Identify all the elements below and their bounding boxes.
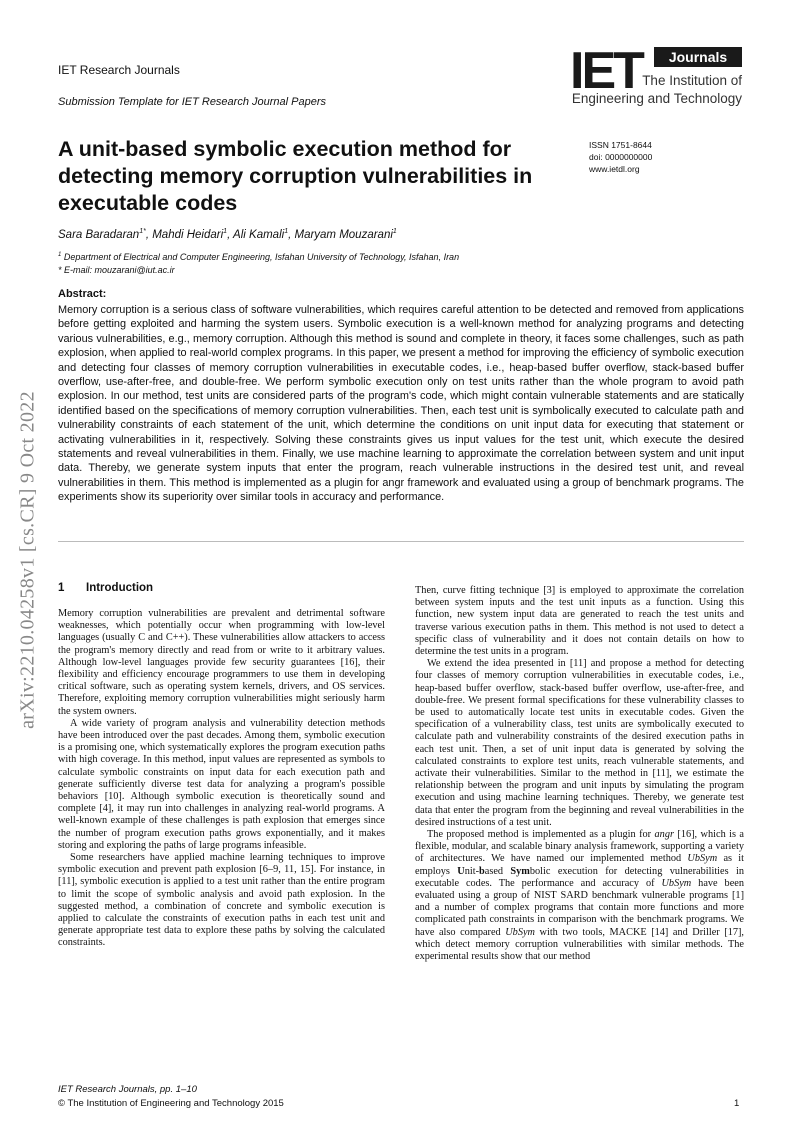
affiliation-block	[58, 249, 459, 277]
website-url: www.ietdl.org	[589, 164, 640, 174]
template-subtitle: Submission Template for IET Research Journal Papers	[58, 96, 326, 108]
affiliation-text: Department of Electrical and Computer Engineering, Isfahan University of Technology, Isfahan, Iran	[63, 252, 460, 262]
iet-logo	[570, 42, 742, 113]
section-heading	[58, 582, 153, 594]
paragraph: Some researchers have applied machine learning techniques to improve symbolic execution and prevent path explosion [6–9, 11, 15]. For instance, in [11], symbolic execution is applied to a test unit rather than the entire program to limit the scope of symbolic analysis and avoid path explosion. In the suggested method, a combination of concrete and symbolic execution is applied to calculate the constraints of execution paths in each test unit and generate appropriate test data to explore these paths by solving the calculated constraints.	[58, 852, 385, 949]
issn: ISSN 1751-8644	[589, 140, 652, 150]
logo-line-1: The Institution of	[642, 73, 742, 88]
author-name: Ali Kamali	[233, 228, 285, 241]
divider	[58, 541, 744, 542]
paragraph: Then, curve fitting technique [3] is employed to approximate the correlation between system inputs and the test unit inputs as a function. Using this function, new system input data are generated to reach the test units and traverse various execution paths in them. This method is not used to detect a specific class of vulnerability and it does not contain details on how to determine the test units in a program.	[415, 585, 744, 658]
affiliation	[58, 249, 459, 264]
logo-mark: IET	[570, 42, 642, 100]
author-name: Maryam Mouzarani	[294, 228, 393, 241]
contact-email: * E-mail: mouzarani@iut.ac.ir	[58, 265, 175, 275]
paper-meta	[589, 139, 652, 175]
author-affil-mark: 1	[223, 228, 228, 235]
abstract-text: Memory corruption is a serious class of software vulnerabilities, which requires careful attention to be detected and removed from applications before getting exploited and harming the system users. Symbolic execution is a well-known method for analyzing programs and detecting various vulnerabilities, e.g., memory corruption. Although this method is sound and complete in theory, it faces some challenges, such as path explosion, when applied to real-world complex programs. In this paper, we present a method for improving the efficiency of symbolic execution and detecting four classes of memory corruption vulnerabilities in executable codes, i.e., heap-based buffer overflow, stack-based buffer overflow, use-after-free, and double-free. We perform symbolic execution only on test units rather than the whole program to avoid path explosion. In our method, test units are considered parts of the program's code, which might contain vulnerable statements and are statically identified based on the specifications of memory corruption vulnerabilities. Then, each test unit is symbolically executed to calculate path and vulnerability constraints of each statement of the unit, which determine the conditions on unit input data for executing that statement or activating vulnerabilities in it, respectively. Solving these constraints gives us input values for the test unit, which execute the desired statements and reveal vulnerabilities in them. Finally, we use machine learning to approximate the correlation between system and unit input data. Thereby, we generate system inputs that enter the program, reach vulnerable instructions in the desired test unit, and reveal vulnerabilities in them. This method is implemented as a plugin for angr framework and evaluated using a group of benchmark programs. The experiments show its superiority over similar tools in accuracy and performance.	[58, 304, 744, 504]
paragraph: The proposed method is implemented as a plugin for angr [16], which is a flexible, modular, and scalable binary analysis framework, supporting a variety of architectures. We have named our implemented method UbSym as it employs Unit-based Symbolic execution for detecting vulnerabilities in executable codes. The performance and accuracy of UbSym have been evaluated using a group of NIST SARD benchmark vulnerable programs [1] and a number of complex programs that contain more functions and more complicated path constraints in comparison with the benchmark programs. We have also compared UbSym with two tools, MACKE [14] and Driller [17], which detect memory corruption vulnerabilities with similar methods. The experimental results show that our method	[415, 829, 745, 963]
tool-name: UbSym	[505, 926, 535, 938]
paragraph: We extend the idea presented in [11] and propose a method for detecting four classes of memory corruption vulnerabilities in executable codes, i.e., heap-based buffer overflow, stack-based buffer overflow, use-after-free, and double-free. We present formal specifications for these vulnerability classes to be used to automatically locate test units in executable codes. Given the specification of a vulnerability class, test units are symbolically executed to calculate path and vulnerability constraints of the desired execution paths in each test unit. Then, a set of unit input data is generated by solving the calculated constraints to explore test units, reach vulnerable statements, and activate their vulnerabilities. Similar to the method in [11], we estimate the relationship between the program and unit inputs by simulating the program execution and using machine learning techniques. Thereby, we generate test data that enter the program from the beginning and reveal vulnerabilities in the desired instructions of a test unit.	[415, 658, 744, 828]
section-number: 1	[58, 582, 65, 594]
author-affil-mark: 1*	[139, 228, 146, 235]
paragraph: Memory corruption vulnerabilities are prevalent and detrimental software weaknesses, which potentially occur when programming with low-level languages (usually C and C++). These vulnerabilities allow attackers to access the program's memory directly and read from or write to it arbitrary values. Although low-level languages provide few security guarantees [16], their flexibility and efficiency encourage programmers to use them in developing critical software, such as operating system kernels, drivers, and OS services. Therefore, exploiting memory corruption vulnerabilities might seriously harm the system owners.	[58, 608, 385, 717]
footer-journal-pages: IET Research Journals, pp. 1–10	[58, 1084, 197, 1095]
body-column-right	[415, 585, 744, 963]
logo-line-2: Engineering and Technology	[571, 91, 742, 106]
paper-title: A unit-based symbolic execution method for detecting memory corruption vulnerabilities in executable codes	[58, 137, 533, 215]
tool-name: angr	[654, 829, 674, 841]
logo-badge: Journals	[654, 47, 742, 67]
paragraph: A wide variety of program analysis and vulnerability detection methods have been introduced over the past decades. Among them, symbolic execution is a promising one, which systematically explores the program execution paths with high coverage. In this method, input values are represented as symbols to calculate symbolic constraints on input data for each execution path and generate sufficiently diverse test data for analyzing a program's possible behaviors [10]. Although symbolic execution is theoretically sound and complete [4], it may run into challenges in analyzing real-world programs. A well-known example of these challenges is path explosion that emerges since the number of program execution paths grows exponentially, and it makes storing and exploring the paths of large programs infeasible.	[58, 717, 385, 851]
author-affil-mark: 1	[284, 228, 289, 235]
abstract-heading: Abstract:	[58, 288, 107, 300]
tool-name: UbSym	[661, 877, 692, 889]
body-column-left	[58, 608, 385, 950]
doi: doi: 0000000000	[589, 152, 653, 162]
section-title: Introduction	[86, 582, 154, 594]
tool-name: UbSym	[687, 853, 718, 865]
affiliation-mark: 1	[58, 252, 62, 258]
author-affil-mark: 1	[392, 228, 397, 235]
page-number: 1	[734, 1098, 740, 1109]
author-list: Sara Baradaran$^{1*}$, Mahdi Heidari$^1$, Ali Kamali$^1$, Maryam Mouzarani$^1$	[58, 228, 397, 241]
arxiv-identifier: arXiv:2210.04258v1 [cs.CR] 9 Oct 2022	[16, 391, 39, 729]
journal-name: IET Research Journals	[58, 63, 180, 77]
author-name: Mahdi Heidari	[152, 228, 224, 241]
arxiv-sidebar	[4, 360, 52, 760]
footer-copyright: © The Institution of Engineering and Technology 2015	[58, 1098, 284, 1109]
author-name: Sara Baradaran	[58, 228, 140, 241]
